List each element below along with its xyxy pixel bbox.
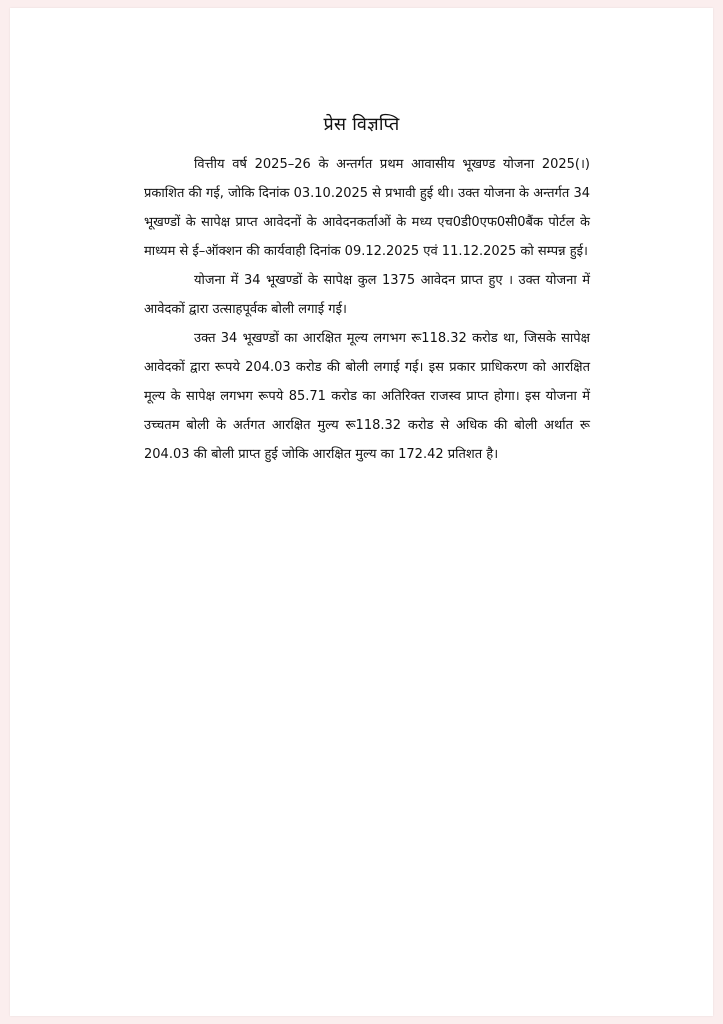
press-release-body (144, 150, 590, 469)
paragraph-bid-value (144, 324, 590, 469)
paragraph-text: योजना में 34 भूखण्डों के सापेक्ष कुल 1375 आवेदन प्राप्त हुए । उक्त योजना में आवेदकों द्वारा उत्साहपूर्वक बोली लगाई गई। (144, 273, 590, 317)
paragraph-text: उक्त 34 भूखण्डों का आरक्षित मूल्य लगभग रू118.32 करोड था, जिसके सापेक्ष आवेदकों द्वारा रूपये 204.03 करोड की बोली लगाई गई। इस प्रकार प्राधिकरण को आरक्षित मूल्य के सापेक्ष लगभग रूपये 85.71 करोड का अतिरिक्त राजस्व प्राप्त होगा। इस योजना में उच्चतम बोली के अर्तगत आरक्षित मुल्य रू118.32 करोड से अधिक की बोली अर्थात रू 204.03 की बोली प्राप्त हुई जोकि आरक्षित मुल्य का 172.42 प्रतिशत है। (144, 331, 590, 462)
paragraph-text: वित्तीय वर्ष 2025–26 के अन्तर्गत प्रथम आवासीय भूखण्ड योजना 2025(।) प्रकाशित की गई, जोकि दिनांक 03.10.2025 से प्रभावी हुई थी। उक्त योजना के अन्तर्गत 34 भूखण्डों के सापेक्ष प्राप्त आवेदनों के आवेदनकर्ताओं के मध्य एच0डी0एफ0सी0बैंक पोर्टल के माध्यम से ई–ऑक्शन की कार्यवाही दिनांक 09.12.2025 एवं 11.12.2025 को सम्पन्न हुई। (144, 157, 590, 259)
press-release-title: प्रेस विज्ञप्ति (323, 114, 400, 135)
paragraph-scheme-details (144, 150, 590, 266)
document-page (10, 8, 713, 1016)
paragraph-applications (144, 266, 590, 324)
